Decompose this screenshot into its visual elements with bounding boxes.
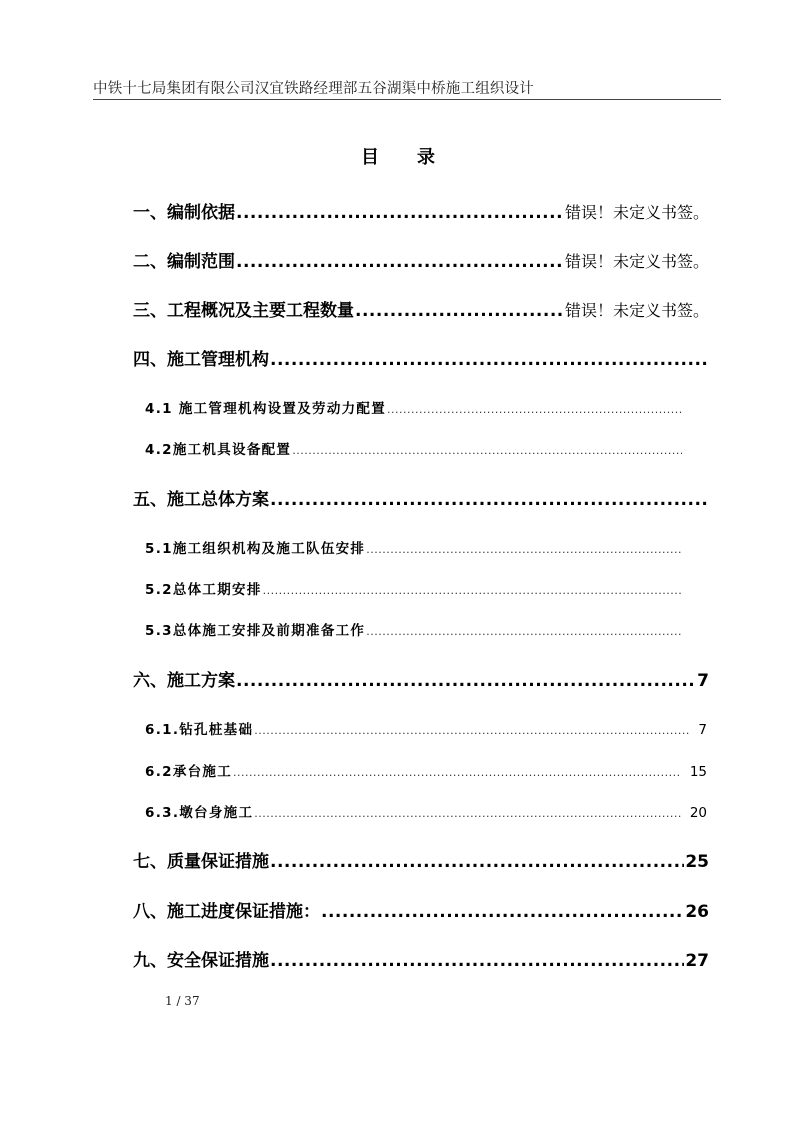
dot-leader [270, 852, 684, 872]
toc-entry-6-1[interactable] [145, 718, 707, 738]
toc-entry-5-2[interactable] [145, 578, 691, 598]
toc-entry-2[interactable] [133, 247, 709, 272]
toc-entry-6[interactable] [133, 666, 709, 691]
toc-entry-label: 5.1施工组织机构及施工队伍安排 [145, 541, 366, 557]
dot-leader [270, 490, 708, 510]
dot-leader [387, 403, 682, 416]
toc-entry-label: 九、安全保证措施 [133, 951, 269, 971]
dot-leader [236, 252, 564, 272]
dot-leader [270, 951, 684, 971]
toc-entry-label: 4.2施工机具设备配置 [145, 442, 292, 458]
toc-title [0, 143, 794, 169]
document-header: 中铁十七局集团有限公司汉宜铁路经理部五谷湖渠中桥施工组织设计 [93, 81, 534, 97]
toc-entry-label: 5.3总体施工安排及前期准备工作 [145, 623, 366, 639]
dot-leader [355, 301, 564, 321]
dot-leader [321, 902, 684, 922]
toc-entry-5-3[interactable] [145, 619, 691, 639]
toc-entry-label: 6.2承台施工 [145, 764, 233, 780]
toc-entry-label: 六、施工方案 [133, 671, 235, 691]
dot-leader [270, 350, 708, 370]
toc-entry-label: 五、施工总体方案 [133, 490, 269, 510]
toc-entry-page: 25 [685, 852, 709, 872]
page-number: 1 / 37 [165, 994, 200, 1008]
dot-leader [236, 671, 696, 691]
toc-entry-4[interactable] [133, 345, 709, 370]
dot-leader [263, 584, 682, 597]
dot-leader [366, 543, 682, 556]
toc-entry-4-1[interactable] [145, 397, 691, 417]
toc-entry-label: 三、工程概况及主要工程数量 [133, 301, 354, 321]
toc-entry-page: 15 [689, 764, 707, 780]
toc-entry-label: 二、编制范围 [133, 252, 235, 272]
toc-entry-page: 20 [689, 805, 707, 821]
toc-entry-page: 27 [685, 951, 709, 971]
toc-entry-1[interactable] [133, 198, 709, 223]
toc-entry-8[interactable] [133, 897, 709, 922]
dot-leader [366, 625, 682, 638]
toc-entry-page: 错误！未定义书签。 [564, 252, 709, 271]
dot-leader [254, 807, 681, 820]
toc-entry-page: 26 [685, 902, 709, 922]
toc-entry-5[interactable] [133, 485, 709, 510]
toc-entry-5-1[interactable] [145, 537, 691, 557]
dot-leader [236, 203, 564, 223]
toc-entry-label: 4.1 施工管理机构设置及劳动力配置 [145, 401, 387, 417]
toc-entry-6-3[interactable] [145, 801, 707, 821]
toc-entry-page: 错误！未定义书签。 [564, 203, 709, 222]
toc-entry-label: 四、施工管理机构 [133, 350, 269, 370]
toc-entry-label: 6.3.墩台身施工 [145, 805, 254, 821]
toc-entry-7[interactable] [133, 847, 709, 872]
toc-title-char-1: 目 [361, 147, 379, 168]
toc-entry-page: 7 [697, 671, 709, 691]
dot-leader [292, 444, 682, 457]
toc-entry-9[interactable] [133, 946, 709, 971]
toc-entry-label: 5.2总体工期安排 [145, 582, 262, 598]
dot-leader [254, 724, 689, 737]
toc-entry-page: 7 [698, 722, 707, 738]
toc-entry-label: 七、质量保证措施 [133, 852, 269, 872]
toc-entry-label: 八、施工进度保证措施： [133, 902, 320, 922]
dot-leader [233, 766, 681, 779]
toc-entry-3[interactable] [133, 296, 709, 321]
toc-entry-page: 错误！未定义书签。 [564, 301, 709, 320]
header-rule [93, 99, 721, 100]
toc-entry-label: 6.1.钻孔桩基础 [145, 722, 254, 738]
toc-entry-6-2[interactable] [145, 760, 707, 780]
toc-entry-4-2[interactable] [145, 438, 691, 458]
toc-entry-label: 一、编制依据 [133, 203, 235, 223]
toc-title-char-2: 录 [417, 147, 435, 168]
